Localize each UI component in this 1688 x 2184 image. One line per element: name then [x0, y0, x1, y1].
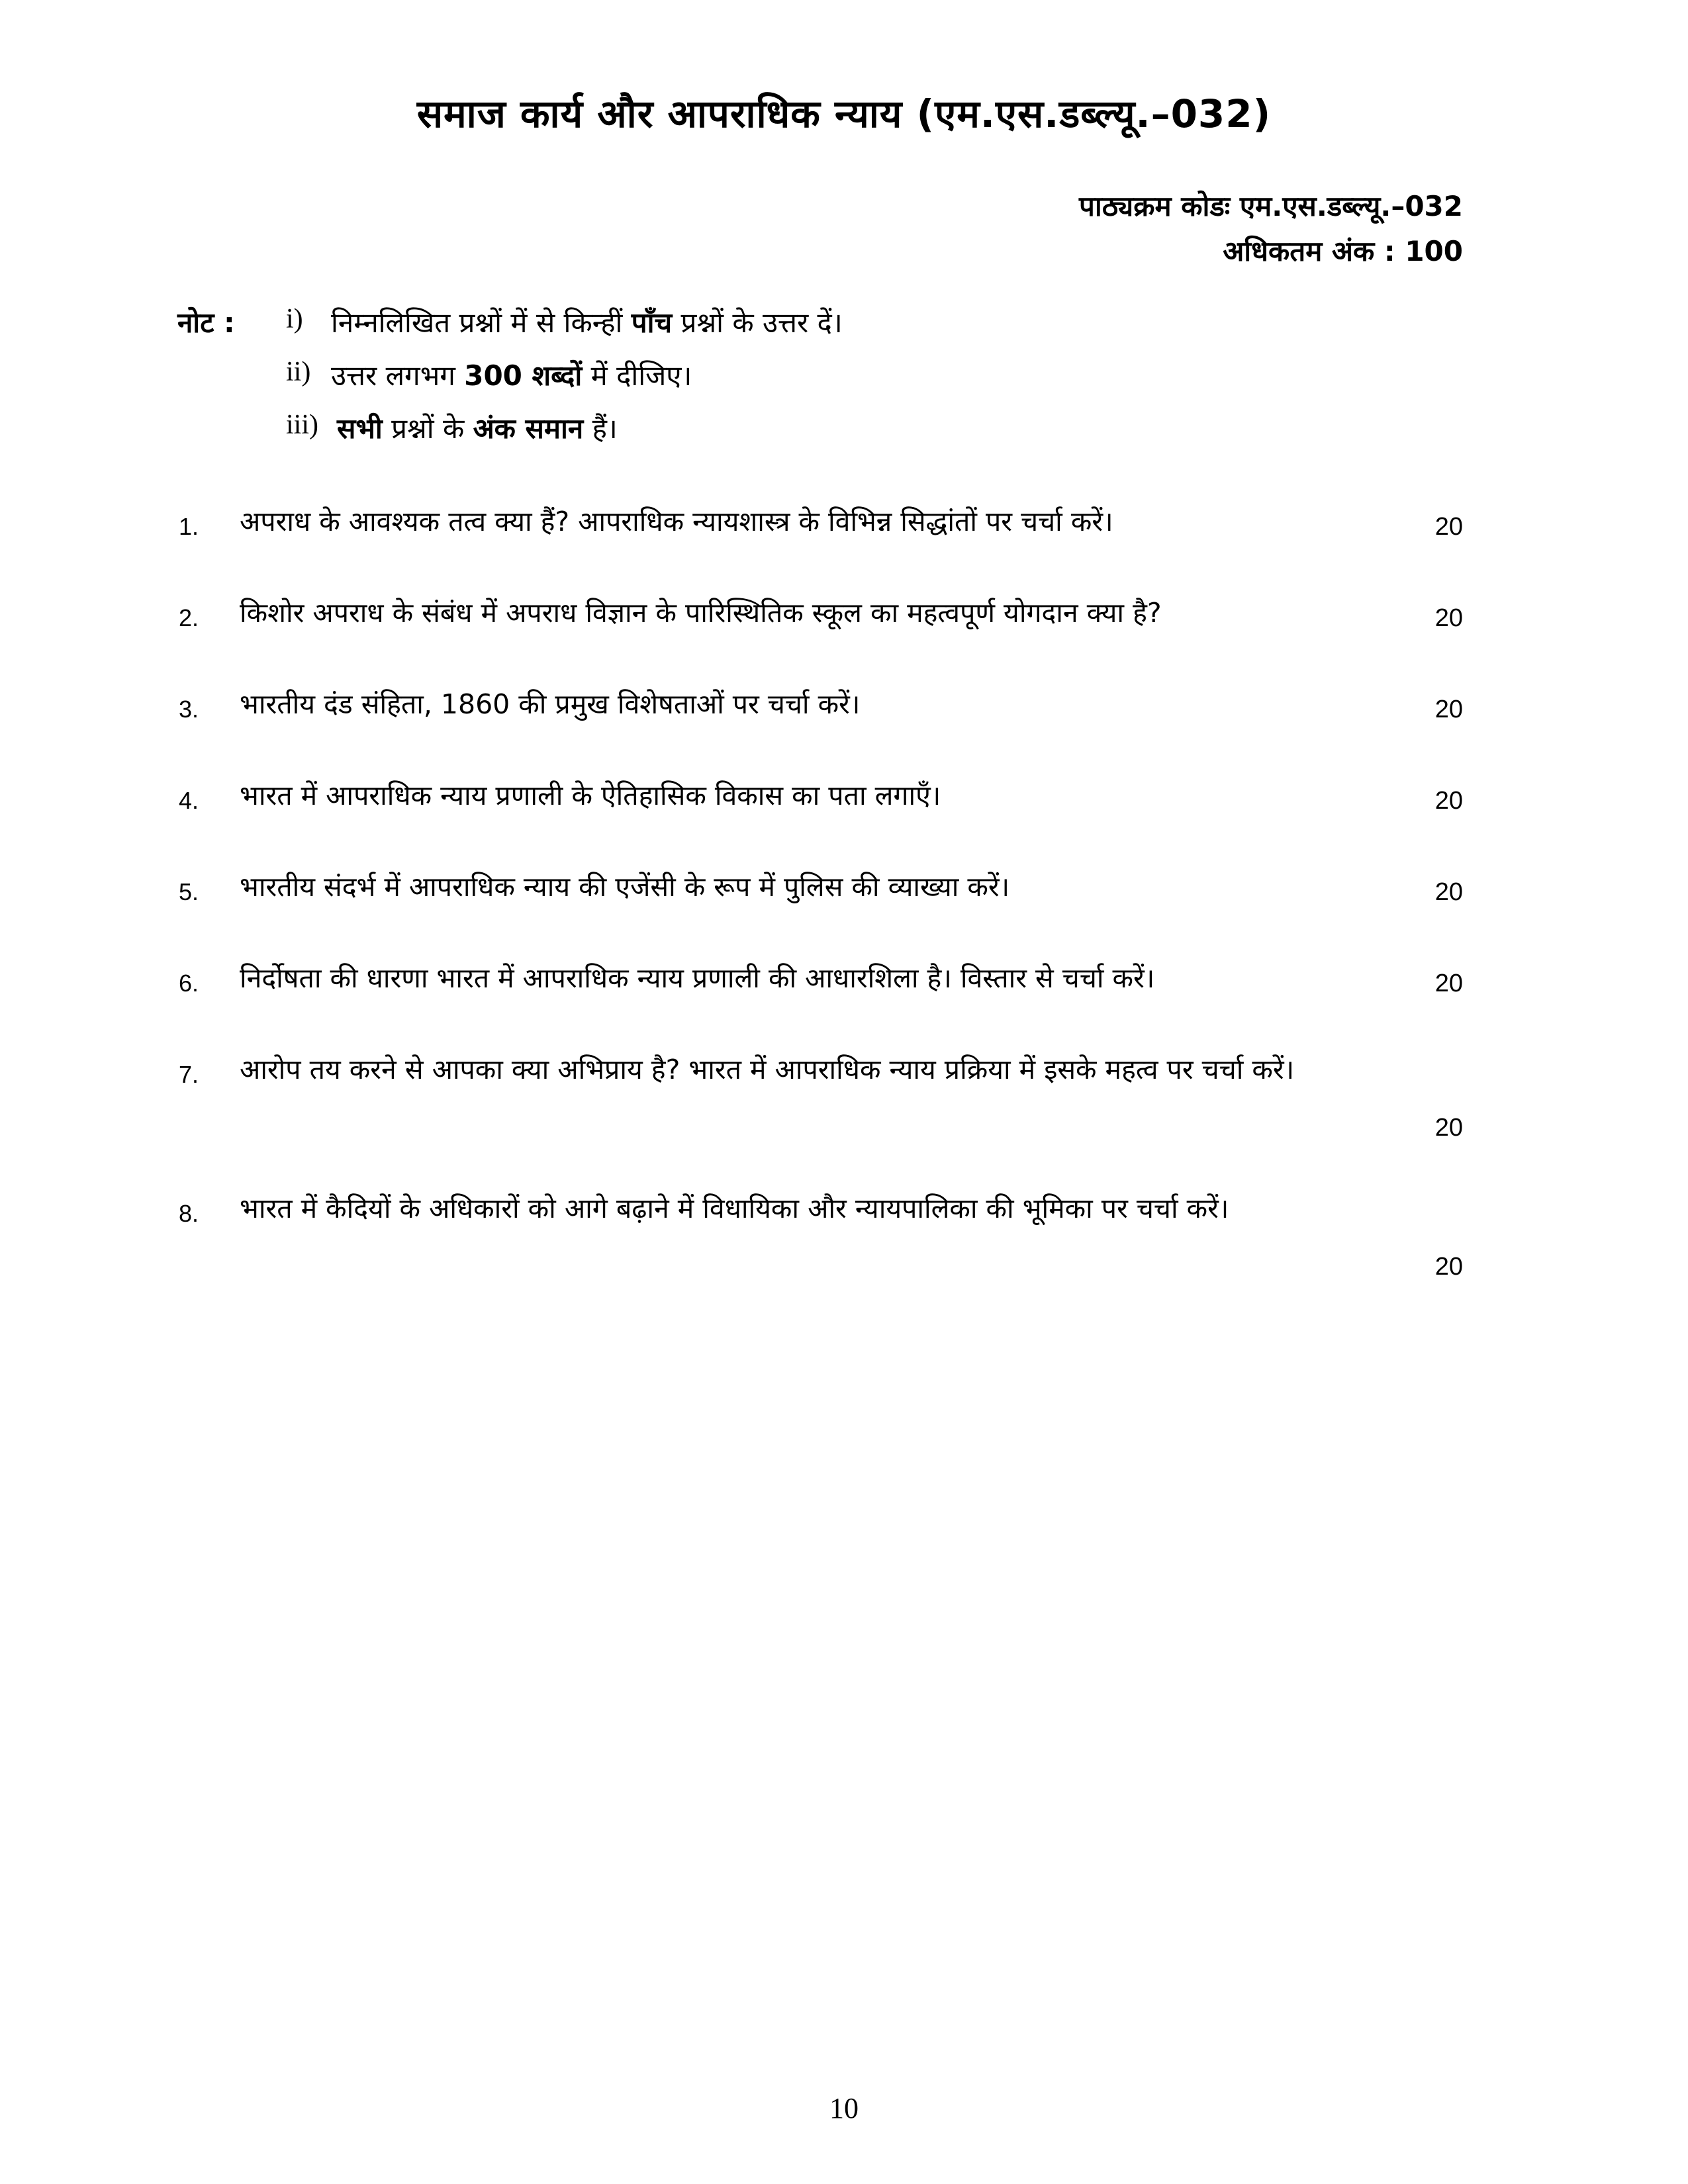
note-item-text: सभी प्रश्नों के अंक समान हैं। — [337, 412, 618, 445]
page-number: 10 — [829, 2092, 859, 2124]
question-number: 1. — [179, 513, 199, 540]
question-number: 7. — [179, 1061, 199, 1088]
question-text: भारतीय दंड संहिता, 1860 की प्रमुख विशेषताओं पर चर्चा करें। — [240, 688, 861, 720]
question-marks: 20 — [1434, 1253, 1463, 1281]
question-marks: 20 — [1434, 604, 1463, 632]
question-marks: 20 — [1434, 513, 1463, 541]
question-number: 3. — [179, 696, 199, 723]
question-number: 4. — [179, 787, 199, 814]
note-item — [286, 409, 618, 447]
question-text: भारतीय संदर्भ में आपराधिक न्याय की एजेंसी के रूप में पुलिस की व्याख्या करें। — [240, 871, 1010, 903]
question-text: भारत में आपराधिक न्याय प्रणाली के ऐतिहासिक विकास का पता लगाएँ। — [240, 780, 941, 811]
note-item-text: निम्नलिखित प्रश्नों में से किन्हीं पाँच प्रश्नों के उत्तर दें। — [331, 306, 843, 339]
question-marks: 20 — [1434, 1114, 1463, 1142]
note-item-number: ii) — [286, 357, 311, 387]
note-item-number: i) — [286, 304, 303, 334]
question-number: 5. — [179, 878, 199, 905]
question-text: अपराध के आवश्यक तत्व क्या हैं? आपराधिक न्यायशास्त्र के विभिन्न सिद्धांतों पर चर्चा करें। — [240, 506, 1113, 537]
question-marks: 20 — [1434, 696, 1463, 723]
question-marks: 20 — [1434, 787, 1463, 815]
question-text: आरोप तय करने से आपका क्या अभिप्राय है? भारत में आपराधिक न्याय प्रक्रिया में इसके महत्व पर चर्चा करें। — [240, 1054, 1295, 1085]
note-item-number: iii) — [286, 410, 318, 440]
note-item-text: उत्तर लगभग 300 शब्दों में दीजिए। — [331, 359, 692, 392]
course-code: पाठ्यक्रम कोडः एम.एस.डब्ल्यू.–032 — [1079, 190, 1463, 222]
note-label: नोट : — [177, 306, 235, 339]
page-title: समाज कार्य और आपराधिक न्याय (एम.एस.डब्ल्यू.–032) — [416, 91, 1272, 136]
question-marks: 20 — [1434, 878, 1463, 906]
question-number: 6. — [179, 970, 199, 997]
max-marks: अधिकतम अंक : 100 — [1223, 235, 1463, 267]
question-number: 8. — [179, 1200, 199, 1227]
question-marks: 20 — [1434, 970, 1463, 997]
note-item — [286, 356, 692, 394]
question-number: 2. — [179, 604, 199, 631]
note-item — [286, 303, 843, 341]
question-text: भारत में कैदियों के अधिकारों को आगे बढ़ाने में विधायिका और न्यायपालिका की भूमिका पर चर्चा करें। — [240, 1193, 1229, 1224]
question-text: निर्दोषता की धारणा भारत में आपराधिक न्याय प्रणाली की आधारशिला है। विस्तार से चर्चा करें। — [240, 962, 1155, 994]
question-text: किशोर अपराध के संबंध में अपराध विज्ञान के पारिस्थितिक स्कूल का महत्वपूर्ण योगदान क्या है? — [240, 597, 1162, 629]
